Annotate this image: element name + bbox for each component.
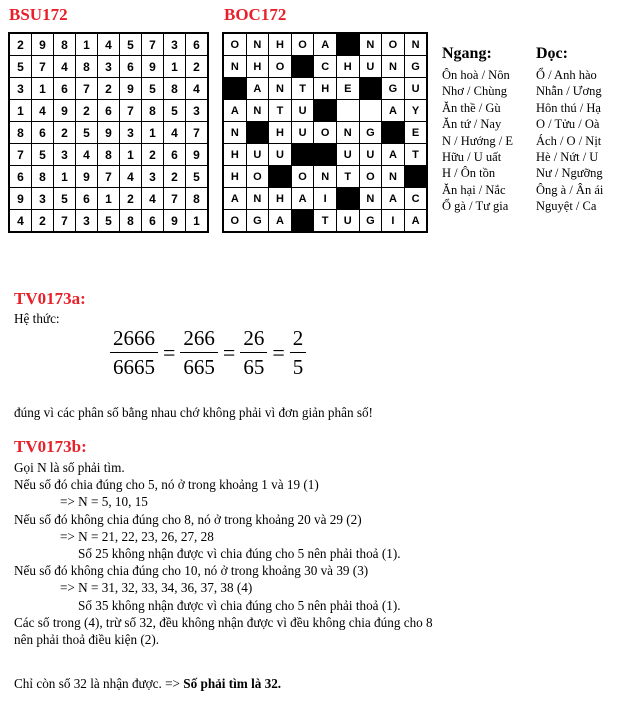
crossword-cell: U [359, 56, 382, 78]
clue-item: Nguyệt / Ca [536, 199, 597, 214]
crossword-cell: A [223, 100, 246, 122]
sudoku-cell: 8 [9, 122, 32, 144]
crossword-cell: T [269, 100, 292, 122]
crossword-cell: O [223, 210, 246, 233]
crossword-cell: A [382, 100, 405, 122]
crossword-cell: O [291, 166, 314, 188]
sudoku-cell: 1 [32, 78, 54, 100]
sudoku-cell: 5 [9, 56, 32, 78]
clue-item: Ách / O / Nịt [536, 133, 602, 148]
sudoku-cell: 6 [120, 56, 142, 78]
sudoku-cell: 4 [32, 100, 54, 122]
crossword-cell: I [382, 210, 405, 233]
crossword-cell: O [223, 33, 246, 56]
sudoku-cell: 2 [9, 33, 32, 56]
crossword-cell: H [246, 56, 269, 78]
sudoku-cell: 5 [142, 78, 164, 100]
sudoku-cell: 7 [54, 210, 76, 233]
crossword-cell: H [336, 56, 359, 78]
tv0173a-conclusion: đúng vì các phân số bằng nhau chớ không phải vì đơn giản phân số! [14, 405, 373, 420]
sudoku-cell: 4 [76, 144, 98, 166]
crossword-cell: N [246, 188, 269, 210]
sudoku-title: BSU172 [9, 5, 68, 24]
crossword-black-cell [246, 122, 269, 144]
crossword-cell: G [382, 78, 405, 100]
sudoku-cell: 8 [142, 100, 164, 122]
fraction-numerator: 2666 [110, 326, 158, 353]
crossword-cell: O [269, 56, 292, 78]
sudoku-cell: 9 [76, 166, 98, 188]
sudoku-cell: 2 [120, 188, 142, 210]
sudoku-cell: 6 [76, 188, 98, 210]
fraction-denominator: 665 [183, 355, 215, 379]
solution-line: => N = 21, 22, 23, 26, 27, 28 [60, 528, 214, 544]
crossword-cell: T [291, 78, 314, 100]
sudoku-cell: 2 [98, 78, 120, 100]
solution-line: => N = 31, 32, 33, 34, 36, 37, 38 (4) [60, 580, 253, 596]
tv0173a-intro: Hệ thức: [14, 311, 60, 326]
sudoku-cell: 7 [186, 122, 209, 144]
clue-item: Hữu / U uất [442, 150, 502, 165]
sudoku-cell: 8 [76, 56, 98, 78]
solution-line: Gọi N là số phải tìm. [14, 460, 125, 475]
crossword-cell: N [382, 56, 405, 78]
clue-item: Ăn tứ / Nay [442, 117, 502, 132]
sudoku-cell: 9 [120, 78, 142, 100]
sudoku-cell: 1 [54, 166, 76, 188]
crossword-cell: U [246, 144, 269, 166]
sudoku-cell: 6 [98, 100, 120, 122]
crossword-cell: G [246, 210, 269, 233]
crossword-black-cell [291, 56, 314, 78]
fraction-numerator: 26 [240, 326, 267, 353]
crossword-black-cell [291, 144, 314, 166]
equals-sign: = [163, 339, 176, 365]
sudoku-cell: 6 [54, 78, 76, 100]
clue-item: Ổ / Anh hào [536, 68, 597, 82]
sudoku-cell: 5 [186, 166, 209, 188]
sudoku-cell: 9 [142, 56, 164, 78]
sudoku-cell: 3 [98, 56, 120, 78]
sudoku-cell: 6 [32, 122, 54, 144]
crossword-cell: A [269, 210, 292, 233]
solution-line: Số 25 không nhận được vì chia đúng cho 5 nên phải thoả (1). [78, 546, 401, 562]
crossword-cell: U [291, 100, 314, 122]
sudoku-cell: 5 [54, 188, 76, 210]
crossword-cell: E [404, 122, 427, 144]
crossword-cell: C [404, 188, 427, 210]
clue-item: Ăn thề / Gù [442, 100, 501, 115]
clue-item: O / Tửu / Oà [536, 117, 600, 132]
sudoku-cell: 7 [9, 144, 32, 166]
down-clues-list [536, 67, 603, 215]
crossword-cell: A [404, 210, 427, 233]
crossword-cell: N [223, 56, 246, 78]
sudoku-cell: 3 [142, 166, 164, 188]
crossword-cell: U [269, 144, 292, 166]
fraction-denominator: 6665 [113, 355, 155, 379]
sudoku-cell: 1 [164, 56, 186, 78]
crossword-black-cell [291, 210, 314, 233]
fraction-numerator: 266 [180, 326, 218, 353]
sudoku-cell: 2 [142, 144, 164, 166]
sudoku-cell: 3 [76, 210, 98, 233]
sudoku-cell: 2 [54, 122, 76, 144]
crossword-cell: O [359, 166, 382, 188]
fraction-equation [110, 326, 306, 379]
fraction [180, 326, 218, 379]
solution-line: => N = 5, 10, 15 [60, 494, 148, 510]
sudoku-cell: 5 [32, 144, 54, 166]
fraction-numerator: 2 [290, 326, 307, 353]
clue-item: Nhơ / Chùng [442, 84, 507, 99]
sudoku-cell: 2 [32, 210, 54, 233]
sudoku-cell: 8 [164, 78, 186, 100]
fraction-denominator: 5 [292, 355, 304, 379]
sudoku-cell: 3 [32, 188, 54, 210]
crossword-cell: A [314, 33, 337, 56]
crossword-black-cell [359, 78, 382, 100]
sudoku-cell: 1 [98, 188, 120, 210]
clue-item: H / Ôn tồn [442, 166, 496, 181]
crossword-cell: N [359, 33, 382, 56]
crossword-cell [359, 100, 382, 122]
sudoku-cell: 9 [54, 100, 76, 122]
sudoku-cell: 9 [98, 122, 120, 144]
crossword-cell: U [359, 144, 382, 166]
equals-sign: = [272, 339, 285, 365]
final-text: Chỉ còn số 32 là nhận được. => [14, 676, 184, 691]
crossword-cell: C [314, 56, 337, 78]
crossword-cell: E [336, 78, 359, 100]
sudoku-cell: 1 [142, 122, 164, 144]
clue-item: Hôn thú / Hạ [536, 100, 601, 115]
sudoku-cell: 8 [98, 144, 120, 166]
crossword-black-cell [336, 33, 359, 56]
sudoku-cell: 6 [186, 33, 209, 56]
sudoku-cell: 7 [76, 78, 98, 100]
sudoku-cell: 1 [9, 100, 32, 122]
sudoku-cell: 6 [164, 144, 186, 166]
sudoku-cell: 4 [54, 56, 76, 78]
crossword-cell: T [314, 210, 337, 233]
crossword-black-cell [404, 166, 427, 188]
sudoku-cell: 8 [120, 210, 142, 233]
sudoku-cell: 5 [164, 100, 186, 122]
tv0173b-final [14, 675, 281, 692]
crossword-black-cell [269, 166, 292, 188]
crossword-cell: A [382, 144, 405, 166]
crossword-cell: N [314, 166, 337, 188]
sudoku-cell: 3 [9, 78, 32, 100]
crossword-cell: H [223, 166, 246, 188]
crossword-cell: A [291, 188, 314, 210]
sudoku-cell: 2 [76, 100, 98, 122]
sudoku-cell: 4 [186, 78, 209, 100]
sudoku-cell: 3 [54, 144, 76, 166]
sudoku-cell: 8 [54, 33, 76, 56]
sudoku-cell: 7 [98, 166, 120, 188]
solution-line: Nếu số đó chia đúng cho 5, nó ở trong khoảng 1 và 19 (1) [14, 477, 319, 493]
sudoku-cell: 1 [186, 210, 209, 233]
crossword-cell: A [223, 188, 246, 210]
sudoku-cell: 4 [142, 188, 164, 210]
crossword-cell: N [246, 33, 269, 56]
sudoku-cell: 9 [186, 144, 209, 166]
solution-line: Nếu số đó không chia đúng cho 10, nó ở trong khoảng 30 và 39 (3) [14, 563, 369, 579]
fraction [240, 326, 267, 379]
tv0173b-body [14, 459, 433, 648]
sudoku-cell: 3 [164, 33, 186, 56]
fraction [290, 326, 307, 379]
clue-item: Ăn hại / Nắc [442, 182, 506, 197]
across-clues-title: Ngang: [442, 45, 492, 62]
crossword-cell: N [246, 100, 269, 122]
crossword-cell: A [382, 188, 405, 210]
crossword-cell: O [291, 33, 314, 56]
sudoku-cell: 3 [120, 122, 142, 144]
sudoku-cell: 6 [9, 166, 32, 188]
sudoku-cell: 4 [164, 122, 186, 144]
solution-line: Số 35 không nhận được vì chia đúng cho 5 nên phải thoả (1). [78, 597, 401, 613]
tv0173b-heading: TV0173b: [14, 437, 87, 456]
sudoku-cell: 7 [164, 188, 186, 210]
sudoku-cell: 4 [98, 33, 120, 56]
crossword-title: BOC172 [224, 5, 287, 24]
crossword-cell: U [291, 122, 314, 144]
crossword-cell: U [404, 78, 427, 100]
solution-line: nên phải thoả điều kiện (2). [14, 632, 160, 648]
crossword-cell: A [246, 78, 269, 100]
crossword-cell: Y [404, 100, 427, 122]
fraction-denominator: 65 [243, 355, 265, 379]
crossword-black-cell [314, 100, 337, 122]
clue-item: Nhẫn / Ương [536, 84, 602, 99]
crossword-cell: O [382, 33, 405, 56]
crossword-cell: H [269, 188, 292, 210]
sudoku-cell: 1 [120, 144, 142, 166]
crossword-cell: H [269, 33, 292, 56]
solution-line: Nếu số đó không chia đúng cho 8, nó ở trong khoảng 20 và 29 (2) [14, 511, 362, 527]
crossword-cell: N [359, 188, 382, 210]
crossword-cell: I [314, 188, 337, 210]
clue-item: N / Hướng / E [442, 133, 514, 148]
clue-item: Ổ gà / Tư gia [442, 199, 509, 214]
crossword-cell: O [246, 166, 269, 188]
crossword-black-cell [314, 144, 337, 166]
sudoku-cell: 9 [164, 210, 186, 233]
sudoku-cell: 2 [164, 166, 186, 188]
sudoku-cell: 5 [120, 33, 142, 56]
crossword-cell: O [314, 122, 337, 144]
sudoku-cell: 7 [120, 100, 142, 122]
crossword-black-cell [382, 122, 405, 144]
crossword-cell: G [359, 210, 382, 233]
crossword-cell: H [269, 122, 292, 144]
crossword-black-cell [336, 188, 359, 210]
final-answer: Số phải tìm là 32. [183, 676, 282, 691]
solution-line: Các số trong (4), trừ số 32, đều không nhận được vì đều không chia đúng cho 8 [14, 614, 433, 630]
sudoku-cell: 5 [98, 210, 120, 233]
sudoku-grid [8, 32, 209, 233]
crossword-black-cell [223, 78, 246, 100]
crossword-cell [336, 100, 359, 122]
clue-item: Hè / Nứt / U [536, 150, 599, 165]
crossword-cell: N [269, 78, 292, 100]
sudoku-cell: 8 [32, 166, 54, 188]
equals-sign: = [222, 339, 236, 365]
sudoku-cell: 9 [32, 33, 54, 56]
clue-item: Nư / Ngưỡng [536, 166, 603, 181]
clue-item: Ôn hoà / Nôn [442, 68, 510, 82]
clue-item: Ông à / Ân ái [536, 182, 604, 197]
crossword-cell: T [336, 166, 359, 188]
crossword-cell: N [336, 122, 359, 144]
sudoku-cell: 9 [9, 188, 32, 210]
sudoku-cell: 8 [186, 188, 209, 210]
sudoku-cell: 7 [142, 33, 164, 56]
sudoku-cell: 3 [186, 100, 209, 122]
crossword-cell: G [359, 122, 382, 144]
sudoku-cell: 4 [9, 210, 32, 233]
crossword-cell: H [314, 78, 337, 100]
crossword-cell: T [404, 144, 427, 166]
down-clues-title: Dọc: [536, 45, 568, 62]
crossword-cell: G [404, 56, 427, 78]
sudoku-cell: 7 [32, 56, 54, 78]
crossword-cell: U [336, 144, 359, 166]
tv0173a-heading: TV0173a: [14, 289, 86, 308]
fraction [110, 326, 158, 379]
sudoku-cell: 2 [186, 56, 209, 78]
crossword-grid [222, 32, 428, 233]
sudoku-cell: 4 [120, 166, 142, 188]
crossword-cell: H [223, 144, 246, 166]
crossword-cell: U [336, 210, 359, 233]
sudoku-cell: 6 [142, 210, 164, 233]
sudoku-cell: 1 [76, 33, 98, 56]
crossword-cell: N [404, 33, 427, 56]
sudoku-cell: 5 [76, 122, 98, 144]
crossword-cell: N [223, 122, 246, 144]
crossword-cell: N [382, 166, 405, 188]
across-clues-list [442, 67, 513, 215]
